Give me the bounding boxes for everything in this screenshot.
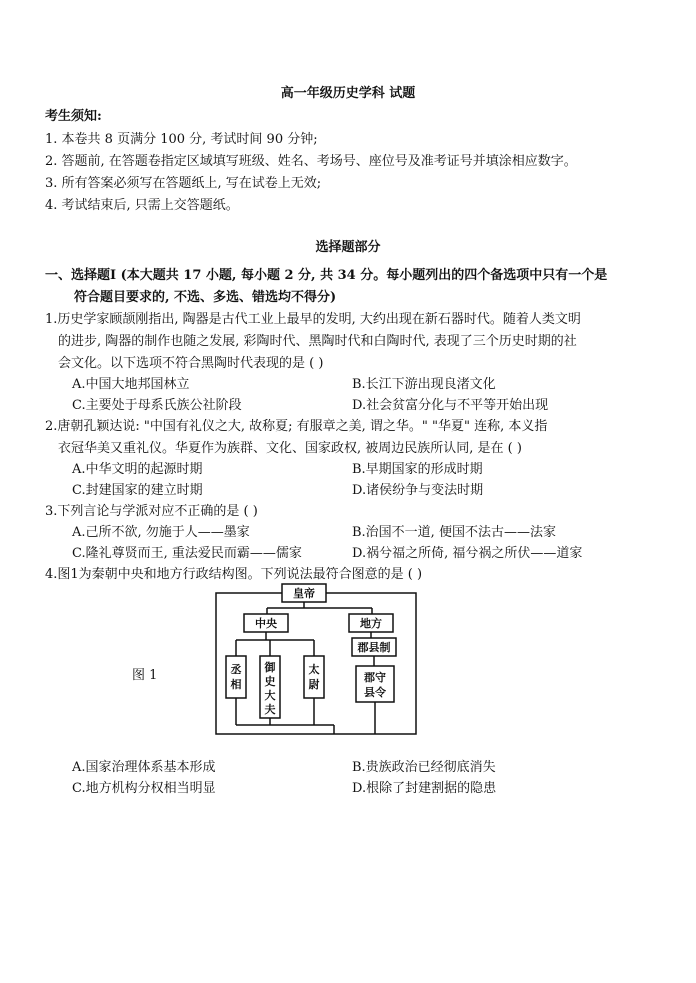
censor-char-1: 御 <box>264 661 276 674</box>
q2-option-d[interactable]: D.诸侯纷争与变法时期 <box>352 483 484 498</box>
q3-option-d[interactable]: D.祸兮福之所倚, 福兮祸之所伏——道家 <box>352 546 583 561</box>
taiwei-char-1: 太 <box>308 663 320 676</box>
local-label: 地方 <box>360 617 382 630</box>
q1-line-1: 1.历史学家顾颉刚指出, 陶器是古代工业上最早的发明, 大约出现在新石器时代。随着人类文明 <box>45 312 581 327</box>
chancellor-char-2: 相 <box>230 678 242 691</box>
q2-line-2: 衣冠华美又重礼仪。华夏作为族群、文化、国家政权, 被周边民族所认同, 是在 ( ) <box>58 441 522 456</box>
q1-line-3: 会文化。以下选项不符合黑陶时代表现的是 ( ) <box>58 356 324 371</box>
notice-item-2: 2. 答题前, 在答题卷指定区域填写班级、姓名、考场号、座位号及准考证号并填涂相应数字。 <box>45 154 577 169</box>
notice-item-3: 3. 所有答案必须写在答题纸上, 写在试卷上无效; <box>45 176 322 191</box>
q2-option-b[interactable]: B.早期国家的形成时期 <box>352 462 483 477</box>
q1-line-2: 的进步, 陶器的制作也随之发展, 彩陶时代、黑陶时代和白陶时代, 表现了三个历史时期的社 <box>58 334 577 349</box>
q4-option-b[interactable]: B.贵族政治已经彻底消失 <box>352 760 496 775</box>
commandery-system-label: 郡县制 <box>357 641 391 654</box>
censor-char-4: 夫 <box>264 703 276 716</box>
section-instruction-line2: 符合题目要求的, 不选、多选、错选均不得分) <box>74 290 337 305</box>
q3-option-b[interactable]: B.治国不一道, 便国不法古——法家 <box>352 525 556 540</box>
q4-line-1: 4.图1为秦朝中央和地方行政结构图。下列说法最符合图意的是 ( ) <box>45 567 423 582</box>
chancellor-char-1: 丞 <box>230 663 242 676</box>
emperor-label: 皇帝 <box>293 587 315 600</box>
notice-item-1: 1. 本卷共 8 页满分 100 分, 考试时间 90 分钟; <box>45 132 318 147</box>
section-instruction-line1: 一、选择题Ⅰ (本大题共 17 小题, 每小题 2 分, 共 34 分。每小题列出的四个备选项中只有一个是 <box>45 268 608 283</box>
notice-item-4: 4. 考试结束后, 只需上交答题纸。 <box>45 198 239 213</box>
q4-option-a[interactable]: A.国家治理体系基本形成 <box>72 760 216 775</box>
censor-char-2: 史 <box>264 675 276 688</box>
qin-administrative-diagram <box>212 582 422 738</box>
page-title: 高一年级历史学科 试题 <box>280 86 416 101</box>
central-label: 中央 <box>255 617 277 630</box>
q1-option-a[interactable]: A.中国大地邦国林立 <box>72 377 190 392</box>
censor-char-3: 大 <box>264 689 276 702</box>
section-title: 选择题部分 <box>315 240 381 255</box>
q3-line-1: 3.下列言论与学派对应不正确的是 ( ) <box>45 504 258 519</box>
q2-option-c[interactable]: C.封建国家的建立时期 <box>72 483 203 498</box>
q3-option-a[interactable]: A.己所不欲, 勿施于人——墨家 <box>72 525 250 540</box>
q1-option-d[interactable]: D.社会贫富分化与不平等开始出现 <box>352 398 549 413</box>
notice-heading: 考生须知: <box>45 109 102 124</box>
q1-option-b[interactable]: B.长江下游出现良渚文化 <box>352 377 496 392</box>
q2-option-a[interactable]: A.中华文明的起源时期 <box>72 462 203 477</box>
q4-option-d[interactable]: D.根除了封建割据的隐患 <box>352 781 497 796</box>
governor-line-2: 县令 <box>364 686 386 699</box>
figure-label: 图 1 <box>132 668 158 683</box>
q3-option-c[interactable]: C.隆礼尊贤而王, 重法爱民而霸——儒家 <box>72 546 302 561</box>
taiwei-char-2: 尉 <box>308 678 320 691</box>
q4-option-c[interactable]: C.地方机构分权相当明显 <box>72 781 216 796</box>
q2-line-1: 2.唐朝孔颖达说: "中国有礼仪之大, 故称夏; 有服章之美, 谓之华。" "华夏" 连称, 本义指 <box>45 419 548 434</box>
q1-option-c[interactable]: C.主要处于母系氏族公社阶段 <box>72 398 242 413</box>
governor-line-1: 郡守 <box>364 671 386 684</box>
